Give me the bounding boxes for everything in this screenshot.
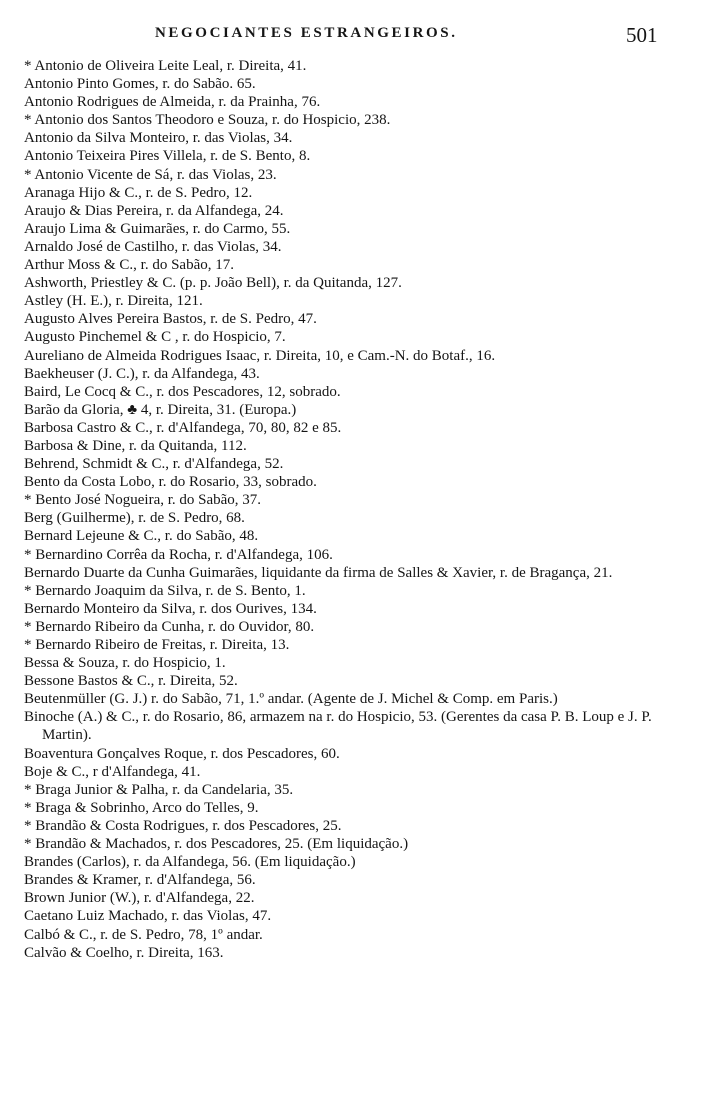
merchant-entry: Aranaga Hijo & C., r. de S. Pedro, 12. xyxy=(24,184,253,201)
page-header xyxy=(0,20,715,56)
page-number: 501 xyxy=(626,23,658,47)
merchant-entry: Astley (H. E.), r. Direita, 121. xyxy=(24,293,203,310)
merchant-entry: Brandes & Kramer, r. d'Alfandega, 56. xyxy=(24,872,256,889)
merchant-entry: * Bernardo Ribeiro de Freitas, r. Direita, 13. xyxy=(24,637,290,653)
merchant-entry: * Braga Junior & Palha, r. da Candelaria, 35. xyxy=(24,781,294,798)
merchant-entry: Bento da Costa Lobo, r. do Rosario, 33, sobrado. xyxy=(24,474,317,491)
merchant-entry: * Antonio de Oliveira Leite Leal, r. Direita, 41. xyxy=(24,58,307,74)
merchant-entry: Barbosa Castro & C., r. d'Alfandega, 70, 80, 82 e 85. xyxy=(24,419,342,436)
merchant-entry: Barão da Gloria, ♣ 4, r. Direita, 31. (Europa.) xyxy=(24,401,297,418)
merchant-entry: Bessone Bastos & C., r. Direita, 52. xyxy=(24,673,238,690)
merchant-entry: * Antonio Vicente de Sá, r. das Violas, 23. xyxy=(24,166,277,183)
merchant-entry: Behrend, Schmidt & C., r. d'Alfandega, 52. xyxy=(24,456,284,473)
merchant-entry: * Braga & Sobrinho, Arco do Telles, 9. xyxy=(24,799,259,816)
merchant-entry: Antonio Pinto Gomes, r. do Sabão. 65. xyxy=(24,76,256,93)
merchant-entry: * Bernardo Joaquim da Silva, r. de S. Bento, 1. xyxy=(24,582,306,599)
merchant-entry: Boaventura Gonçalves Roque, r. dos Pescadores, 60. xyxy=(24,745,340,762)
merchant-entry: Boje & C., r d'Alfandega, 41. xyxy=(24,763,201,780)
merchant-entry: Ashworth, Priestley & C. (p. p. João Bell), r. da Quitanda, 127. xyxy=(24,275,402,292)
merchant-entry: Brown Junior (W.), r. d'Alfandega, 22. xyxy=(24,890,255,907)
merchant-entry: * Bernardino Corrêa da Rocha, r. d'Alfandega, 106. xyxy=(24,546,333,563)
merchant-entry: * Antonio dos Santos Theodoro e Souza, r. do Hospicio, 238. xyxy=(24,112,391,129)
merchant-entry: Calvão & Coelho, r. Direita, 163. xyxy=(24,944,224,961)
merchant-entry: Barbosa & Dine, r. da Quitanda, 112. xyxy=(24,437,247,454)
merchant-entry: Baird, Le Cocq & C., r. dos Pescadores, 12, sobrado. xyxy=(24,383,341,400)
merchant-entry: Arnaldo José de Castilho, r. das Violas, 34. xyxy=(24,238,282,255)
merchant-entry: Antonio Rodrigues de Almeida, r. da Prainha, 76. xyxy=(24,94,321,111)
merchant-entry: Araujo & Dias Pereira, r. da Alfandega, 24. xyxy=(24,202,284,219)
merchant-list xyxy=(24,57,704,962)
merchant-entry: Caetano Luiz Machado, r. das Violas, 47. xyxy=(24,908,272,925)
merchant-entry: Aureliano de Almeida Rodrigues Isaac, r. Direita, 10, e Cam.-N. do Botaf., 16. xyxy=(24,347,496,364)
merchant-entry: * Brandão & Machados, r. dos Pescadores, 25. (Em liquidação.) xyxy=(24,836,409,853)
merchant-entry: Bernardo Monteiro da Silva, r. dos Ourives, 134. xyxy=(24,600,317,617)
merchant-entry: Augusto Pinchemel & C , r. do Hospicio, 7. xyxy=(24,329,286,346)
merchant-entry: Augusto Alves Pereira Bastos, r. de S. Pedro, 47. xyxy=(24,311,317,328)
merchant-entry: Antonio da Silva Monteiro, r. das Violas, 34. xyxy=(24,130,293,147)
merchant-entry: Berg (Guilherme), r. de S. Pedro, 68. xyxy=(24,510,245,527)
merchant-entry: Beutenmüller (G. J.) r. do Sabão, 71, 1.º andar. (Agente de J. Michel & Comp. em Paris.) xyxy=(24,691,558,708)
merchant-entry: * Bernardo Ribeiro da Cunha, r. do Ouvidor, 80. xyxy=(24,618,315,635)
merchant-entry: Araujo Lima & Guimarães, r. do Carmo, 55. xyxy=(24,220,291,237)
merchant-entry: Binoche (A.) & C., r. do Rosario, 86, armazem na r. do Hospicio, 53. (Gerentes da casa P. B. Loup e J. P. Martin). xyxy=(24,709,652,744)
merchant-entry: * Brandão & Costa Rodrigues, r. dos Pescadores, 25. xyxy=(24,817,342,834)
merchant-entry: Arthur Moss & C., r. do Sabão, 17. xyxy=(24,257,234,274)
merchant-entry: Baekheuser (J. C.), r. da Alfandega, 43. xyxy=(24,365,260,382)
merchant-entry: Bessa & Souza, r. do Hospicio, 1. xyxy=(24,655,226,672)
merchant-entry: * Bento José Nogueira, r. do Sabão, 37. xyxy=(24,492,262,509)
merchant-entry: Antonio Teixeira Pires Villela, r. de S. Bento, 8. xyxy=(24,148,311,165)
merchant-entry: Brandes (Carlos), r. da Alfandega, 56. (Em liquidação.) xyxy=(24,854,356,871)
merchant-entry: Bernard Lejeune & C., r. do Sabão, 48. xyxy=(24,528,259,545)
running-title: NEGOCIANTES ESTRANGEIROS. xyxy=(155,25,458,41)
merchant-entry: Bernardo Duarte da Cunha Guimarães, liquidante da firma de Salles & Xavier, r. de Bragança, 21. xyxy=(24,564,613,581)
merchant-entry: Calbó & C., r. de S. Pedro, 78, 1º andar. xyxy=(24,926,263,943)
